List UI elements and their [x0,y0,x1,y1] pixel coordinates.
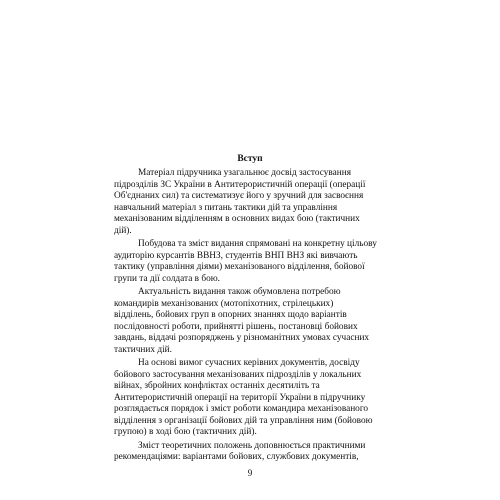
text-line: тактику (управління діями) механізованого відділення, бойової [114,262,365,272]
text-line: завдань, віддачі розпоряджень у різноманітних умовах сучасних [114,333,370,343]
text-line: бойового застосування механізованих підрозділів у локальних [114,369,362,380]
text-line: війнах, збройних конфліктах останніх десятиліть та [114,381,320,391]
text-line: групи та дії солдата в бою. [114,273,221,284]
page-title: Вступ [237,154,263,164]
text-line: Об'єднаних сил) та систематизує його у зручний для засвоєння [114,191,364,201]
text-line: Зміст теоретичних положень доповнюється практичними [138,440,366,451]
text-line: тактичних дій. [114,344,172,355]
paragraph-2 [114,239,392,285]
body-text [114,168,392,466]
text-line: аудиторію курсантів ВВНЗ, студентів ВНП ВНЗ які вивчають [114,250,358,261]
text-line: розглядається порядок і зміст роботи командира механізованого [114,404,369,414]
text-line: групою) в ході бою (тактичних дій). [114,427,257,437]
text-line: командирів механізованих (мотопіхотних, стрілецьких) [114,298,334,309]
paragraph-5 [114,441,392,464]
text-line: відділення з організації бойових дій та управління ним (бойовою [114,415,373,426]
text-line: На основі вимог сучасних керівних документів, досвіду [138,358,360,368]
paragraph-4 [114,358,392,439]
text-line: дій). [114,225,132,236]
text-line: Антитерористичній операції на території України в підручнику [114,392,366,403]
text-line: Матеріал підручника узагальнює досвід застосування [138,168,352,178]
page-number: 9 [247,468,253,478]
text-line: Актуальність видання також обумовлена потребою [138,287,341,297]
text-line: відділень, бойових груп в опорних знаннях щодо варіантів [114,310,347,320]
text-line: підрозділів ЗС України в Антитерористичній операції (операції [114,179,366,190]
text-line: навчальний матеріал з питань тактики дій та управління [114,202,338,213]
text-line: Побудова та зміст видання спрямовані на конкретну цільову [138,239,377,249]
paragraph-3 [114,287,392,356]
paragraph-1 [114,168,392,237]
text-line: механізованим відділенням в основних видах бою (тактичних [114,214,360,224]
text-line: послідовності роботи, прийнятті рішень, постановці бойових [114,321,358,332]
text-line: рекомендаціями: варіантами бойових, службових документів, [114,452,359,462]
